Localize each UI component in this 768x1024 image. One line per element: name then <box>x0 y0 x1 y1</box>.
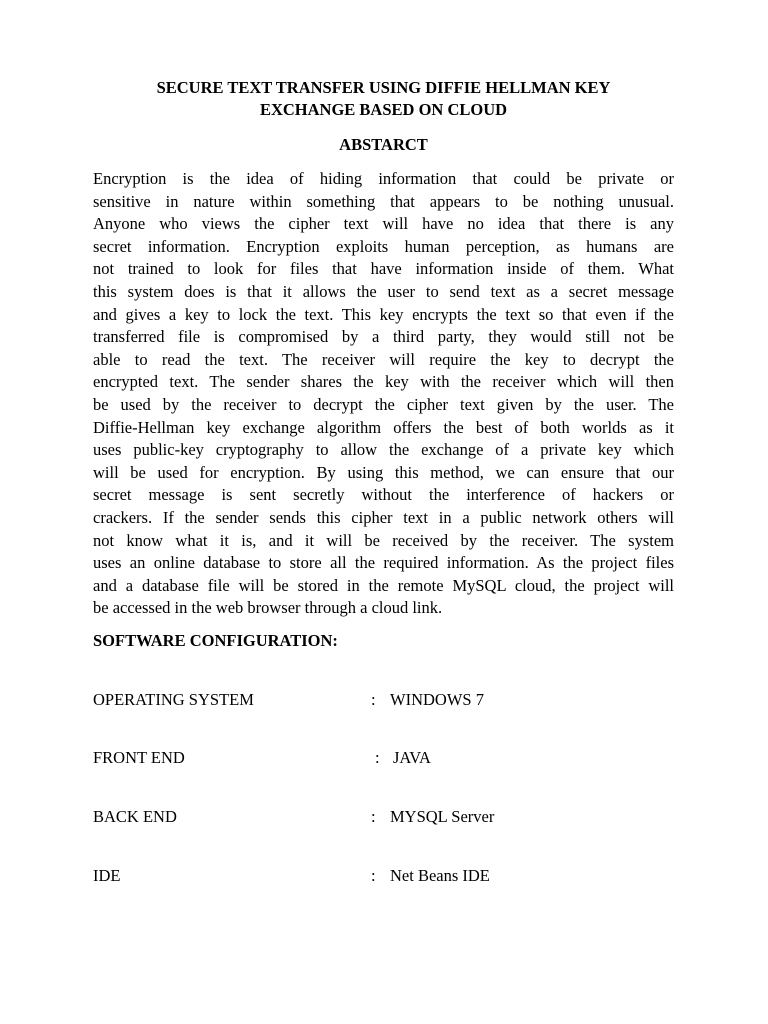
abstract-line: be used by the receiver to decrypt the cipher text given by the user. The <box>93 394 674 414</box>
config-value: MYSQL Server <box>390 807 495 826</box>
config-key: FRONT END <box>93 748 185 767</box>
abstract-line: secret message is sent secretly without the interference of hackers or <box>93 485 674 505</box>
config-value: WINDOWS 7 <box>390 690 484 709</box>
abstract-line: uses public-key cryptography to allow the exchange of a private key which <box>93 440 674 460</box>
config-separator: : <box>371 866 376 885</box>
abstract-line: and a database file will be stored in the remote MySQL cloud, the project will <box>93 575 674 595</box>
document-title-line-1: SECURE TEXT TRANSFER USING DIFFIE HELLMAN KEY <box>156 78 611 97</box>
abstract-line: transferred file is compromised by a third party, they would still not be <box>93 327 674 347</box>
abstract-line: not trained to look for files that have information inside of them. What <box>93 259 674 279</box>
config-separator: : <box>371 807 376 826</box>
abstract-paragraph <box>93 168 674 620</box>
config-key: OPERATING SYSTEM <box>93 690 254 709</box>
abstract-line: this system does is that it allows the user to send text as a secret message <box>93 281 674 301</box>
abstract-line: be accessed in the web browser through a cloud link. <box>93 598 443 618</box>
abstract-line: will be used for encryption. By using this method, we can ensure that our <box>93 462 674 482</box>
abstract-line: Encryption is the idea of hiding information that could be private or <box>93 169 674 188</box>
config-row-back-end <box>93 806 674 828</box>
config-key: BACK END <box>93 807 177 826</box>
config-value: JAVA <box>393 748 431 767</box>
abstract-line: and gives a key to lock the text. This key encrypts the text so that even if the <box>93 304 674 324</box>
config-row-front-end <box>93 747 674 769</box>
document-title-line-2: EXCHANGE BASED ON CLOUD <box>259 100 508 119</box>
abstract-line: Anyone who views the cipher text will have no idea that there is any <box>93 214 674 234</box>
document-title <box>93 77 674 121</box>
config-separator: : <box>371 690 376 709</box>
config-row-ide <box>93 865 674 887</box>
config-key: IDE <box>93 866 121 885</box>
abstract-line: uses an online database to store all the required information. As the project files <box>93 553 674 573</box>
abstract-line: secret information. Encryption exploits human perception, as humans are <box>93 236 674 256</box>
abstract-line: Diffie-Hellman key exchange algorithm offers the best of both worlds as it <box>93 417 674 437</box>
software-configuration-heading: SOFTWARE CONFIGURATION: <box>93 631 338 650</box>
abstract-line: sensitive in nature within something that appears to be nothing unusual. <box>93 191 674 211</box>
abstract-line: not know what it is, and it will be received by the receiver. The system <box>93 530 674 550</box>
config-value: Net Beans IDE <box>390 866 490 885</box>
abstract-line: able to read the text. The receiver will require the key to decrypt the <box>93 349 674 369</box>
config-row-operating-system <box>93 689 674 711</box>
abstract-line: crackers. If the sender sends this cipher text in a public network others will <box>93 507 674 527</box>
abstract-heading: ABSTARCT <box>339 135 428 154</box>
config-separator: : <box>375 748 380 767</box>
abstract-line: encrypted text. The sender shares the key with the receiver which will then <box>93 372 674 392</box>
